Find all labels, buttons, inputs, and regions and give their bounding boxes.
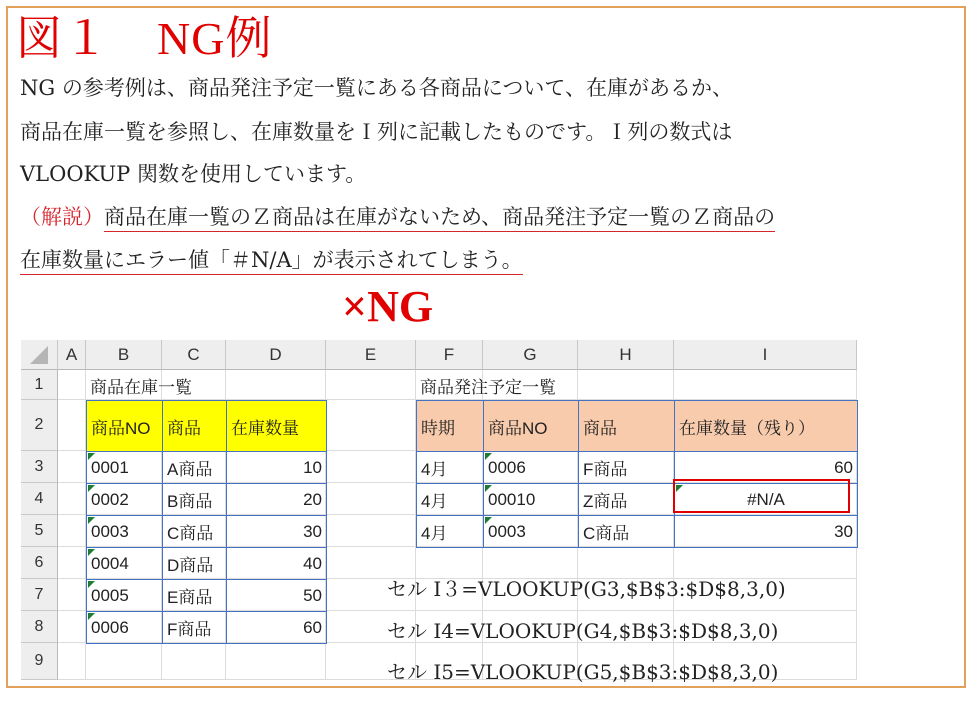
row-header-2[interactable]: 2 — [21, 400, 58, 451]
stock-cell[interactable]: 0006 — [86, 611, 163, 644]
stock-cell[interactable]: 0001 — [86, 451, 163, 484]
column-header-f[interactable]: F — [416, 340, 483, 370]
stock-cell[interactable]: B商品 — [162, 483, 227, 516]
stock-cell[interactable]: 50 — [226, 579, 327, 612]
paragraph-line-3: VLOOKUP 関数を使用しています。 — [20, 162, 367, 186]
row-header-5[interactable]: 5 — [21, 515, 58, 547]
formula-i4: セル I4=VLOOKUP(G4,$B$3:$D$8,3,0) — [387, 619, 779, 643]
column-header-e[interactable]: E — [326, 340, 416, 370]
column-header-g[interactable]: G — [483, 340, 578, 370]
stock-header-cell[interactable]: 商品NO — [86, 400, 163, 452]
order-cell[interactable]: 4月 — [416, 515, 484, 548]
note-line-2 — [20, 244, 523, 274]
order-table-title[interactable]: 商品発注予定一覧 — [420, 378, 556, 397]
ng-mark: ×NG — [342, 282, 434, 331]
stock-cell[interactable]: 40 — [226, 547, 327, 580]
order-header-cell[interactable]: 時期 — [416, 400, 484, 452]
stock-cell[interactable]: E商品 — [162, 579, 227, 612]
column-header-c[interactable]: C — [162, 340, 226, 370]
order-cell[interactable]: 00010 — [483, 483, 579, 516]
row-header-8[interactable]: 8 — [21, 611, 58, 643]
select-all-corner[interactable] — [21, 340, 58, 370]
stock-cell[interactable]: 60 — [226, 611, 327, 644]
formula-i3: セル I３=VLOOKUP(G3,$B$3:$D$8,3,0) — [387, 577, 786, 601]
column-header-b[interactable]: B — [86, 340, 162, 370]
paragraph-line-2: 商品在庫一覧を参照し、在庫数量をＩ列に記載したものです。Ｉ列の数式は — [20, 120, 733, 144]
order-cell[interactable]: F商品 — [578, 451, 675, 484]
order-cell[interactable]: 4月 — [416, 451, 484, 484]
stock-cell[interactable]: 10 — [226, 451, 327, 484]
figure-title: 図１ NG例 — [16, 13, 273, 64]
stock-cell[interactable]: C商品 — [162, 515, 227, 548]
stock-cell[interactable]: 0005 — [86, 579, 163, 612]
order-cell[interactable]: 30 — [674, 515, 858, 548]
note-label: （解説） — [20, 205, 104, 229]
stock-cell[interactable]: 0002 — [86, 483, 163, 516]
stock-cell[interactable]: A商品 — [162, 451, 227, 484]
column-header-h[interactable]: H — [578, 340, 674, 370]
stock-cell[interactable]: 0003 — [86, 515, 163, 548]
stock-header-cell[interactable]: 商品 — [162, 400, 227, 452]
stock-cell[interactable]: F商品 — [162, 611, 227, 644]
paragraph-line-1: NG の参考例は、商品発注予定一覧にある各商品について、在庫があるか、 — [20, 76, 733, 100]
select-all-triangle-icon — [28, 344, 50, 366]
error-highlight-box — [673, 479, 850, 513]
order-cell[interactable]: 4月 — [416, 483, 484, 516]
stock-cell[interactable]: 0004 — [86, 547, 163, 580]
note-line-1 — [20, 201, 775, 231]
row-header-1[interactable]: 1 — [21, 370, 58, 400]
stock-cell[interactable]: 20 — [226, 483, 327, 516]
order-cell[interactable]: 0006 — [483, 451, 579, 484]
order-cell[interactable]: C商品 — [578, 515, 675, 548]
order-cell[interactable]: 60 — [674, 451, 858, 484]
order-header-cell[interactable]: 在庫数量（残り） — [674, 400, 858, 452]
column-header-a[interactable]: A — [58, 340, 86, 370]
order-cell[interactable]: #N/A — [674, 483, 858, 516]
row-header-3[interactable]: 3 — [21, 451, 58, 483]
stock-table-title[interactable]: 商品在庫一覧 — [90, 378, 192, 397]
row-header-4[interactable]: 4 — [21, 483, 58, 515]
stock-header-cell[interactable]: 在庫数量 — [226, 400, 327, 452]
order-cell[interactable]: Z商品 — [578, 483, 675, 516]
stock-cell[interactable]: 30 — [226, 515, 327, 548]
row-header-9[interactable]: 9 — [21, 643, 58, 680]
note-text-1: 商品在庫一覧のＺ商品は在庫がないため、商品発注予定一覧のＺ商品の — [104, 205, 775, 232]
formula-i5: セル I5=VLOOKUP(G5,$B$3:$D$8,3,0) — [387, 660, 779, 684]
column-header-i[interactable]: I — [674, 340, 857, 370]
row-header-7[interactable]: 7 — [21, 579, 58, 611]
order-header-cell[interactable]: 商品NO — [483, 400, 579, 452]
order-header-cell[interactable]: 商品 — [578, 400, 675, 452]
order-cell[interactable]: 0003 — [483, 515, 579, 548]
note-text-2: 在庫数量にエラー値「＃N/A」が表示されてしまう。 — [20, 248, 523, 275]
column-header-d[interactable]: D — [226, 340, 326, 370]
row-header-6[interactable]: 6 — [21, 547, 58, 579]
stock-cell[interactable]: D商品 — [162, 547, 227, 580]
